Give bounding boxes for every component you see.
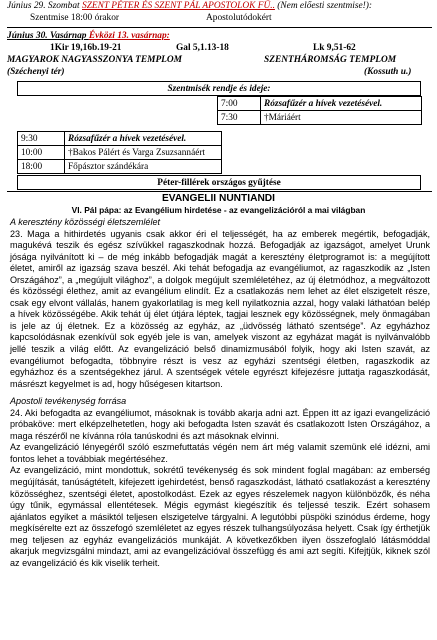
schedule-time: 10:00 xyxy=(18,146,65,160)
schedule-row xyxy=(18,146,222,160)
reading-2: Gal 5,1.13-18 xyxy=(176,43,229,53)
schedule-time: 7:00 xyxy=(218,97,261,111)
right-church-schedule xyxy=(217,96,422,125)
collection-table xyxy=(17,175,421,190)
sunday-date: Június 30. Vasárnap xyxy=(7,31,89,41)
reading-3: Lk 9,51-62 xyxy=(313,43,356,53)
schedule-time: 18:00 xyxy=(18,160,65,174)
saturday-date: Június 29. Szombat xyxy=(7,1,82,11)
church-right-location: (Kossuth u.) xyxy=(364,67,412,77)
schedule-desc: †Bakos Pálért és Varga Zsuzsannáért xyxy=(65,146,222,160)
paragraph: 24. Aki befogadta az evangéliumot, másoknak is tovább akarja adni azt. Éppen itt az igazi evangelizáció próbaköve: mert elképzelhetetlen, hogy aki befogadta Isten szavát és csatlakozott Isten Országához, a maga részéről ne kívánna róla tanúskodni és azt másoknak elvinni. xyxy=(10,407,430,441)
collection-note: Péter-fillérek országos gyűjtése xyxy=(18,176,421,190)
divider xyxy=(7,27,432,28)
paragraph: Az evangelizáció, mint mondottuk, sokrétű tevékenység és sok mindent foglal magában: az emberség megújítását, tanúságtételt, kifejezett igehirdetést, benső ragaszkodást, látható csatlakozást a keresztény közösséghez, szentségi életet, apostolkodást. Ezek az egyes részelemek nagyon különbözők, és néha úgy tűnik, egymással ellentétesek. Mégis egymást kiegészítik és teljessé teszik. Ezért sohasem ajánlatos egyiket a másiktól teljesen elszigetelve tárgyalni. A legutóbbi püspöki szinódus érdeme, hogy megkísérelte ezt az összefogó szemléletet az egyes részek tulhangsúlyozása helyett. Csak így érthetjük meg teljesen az egyház evangelizációs munkáját. A következőkben ilyen összefoglaló látásmóddal akarjuk megvizsgálni mindazt, ami az evangelizációval összefügg és ami azt segíti. Kifejtjük, kiknek szól az evangelizáció és kik viselik terheit. xyxy=(10,465,430,568)
paragraph: Az evangelizáció lényegéről szóló eszmefuttatás végén nem árt még valamit szemünk elé idézni, ami fontos lehet a továbbiak megértéséhez. xyxy=(10,442,430,464)
schedule-time: 9:30 xyxy=(18,132,65,146)
schedule-row xyxy=(18,160,222,174)
section-heading: Apostoli tevékenység forrása xyxy=(10,396,127,407)
saturday-mass-intention: Apostolutódokért xyxy=(206,13,272,23)
feast-title[interactable]: SZENT PÉTER ÉS SZENT PÁL APOSTOLOK FŰ.. xyxy=(82,1,275,11)
article-title: EVANGELII NUNTIANDI xyxy=(161,193,275,204)
article-body xyxy=(10,217,430,569)
schedule-desc: †Máriáért xyxy=(261,111,422,125)
schedule-desc: Rózsafűzér a hívek vezetésével. xyxy=(261,97,422,111)
schedule-desc: Rózsafűzér a hívek vezetésével. xyxy=(65,132,222,146)
feast-note: (Nem előesti szentmise!): xyxy=(274,1,373,11)
section-heading: A keresztény közösségi életszemlélet xyxy=(10,217,161,227)
schedule-heading: Szentmisék rendje és ideje: xyxy=(18,82,421,96)
divider xyxy=(7,191,432,192)
schedule-row xyxy=(18,132,222,146)
church-left-location: (Széchenyi tér) xyxy=(7,67,65,77)
article-subtitle: VI. Pál pápa: az Evangélium hirdetése - az evangelizációról a mai világban xyxy=(71,205,366,215)
schedule-row xyxy=(218,111,422,125)
church-right-name: SZENTHÁROMSÁG TEMPLOM xyxy=(264,55,397,65)
sunday-week: Évközi 13. vasárnap: xyxy=(88,31,170,41)
paragraph: 23. Maga a hithirdetés ugyanis csak akkor éri el teljességét, ha az emberek megértik, befogadják, magukévá teszik és egész szívükkel ragaszkodnak hozzá. Befogadják az igazságot, amelyet Urunk jósága nyilvánított ki – de még inkább befogadják magát a keresztény életprogramot is: a megújított életet, amiről az igazság szava beszél. Aki tehát befogadja az evangéliumot, az ragaszkodik az „Isten Országához”, a „megújult világhoz”, a dolgok megújult szemléletéhez, az új életmódhoz, a megváltozott és közösségi élethez, amit az evangélium elindít. Ez a csatlakozás nem lehet az élet elszigetelt része, csak egy elvont vállalás, hanem gyakorlatilag is meg kell nyilatkoznia azzal, hogy valaki láthatóan belép a hívek közösségébe. Akik tehát új élet útjára léptek, tagjai lesznek egy közösségnek, mely önmagában is jele az új életnek. Ez a közösség az egyház, az „üdvösség látható szentsége”. Az egyházhoz kapcsolódásnak ezenkívül sok egyéb jele is van, amelyek viszont az egyházat magát is nyilvánvalóbb jellé teszik a világ előtt. Az evangelizáció belső dinamizmusából folyik, hogy aki Isten szavát, az evangéliumot befogadta, többnyire részt is vesz az egyházi szentségi életben, ragaszkodik az egyházhoz és a szentségekhez járul. A szentségek vétele egyrészt kifejezésre juttatja ragaszkodását, másrészt kegyelmet is ad, hogy hűségesen kitartson. xyxy=(10,228,430,389)
saturday-feast-line xyxy=(7,1,372,11)
schedule-desc: Főpásztor szándékára xyxy=(65,160,222,174)
sunday-heading xyxy=(7,31,170,41)
schedule-heading-table xyxy=(17,81,421,96)
reading-1: 1Kir 19,16b.19-21 xyxy=(50,43,122,53)
church-left-name: MAGYAROK NAGYASSZONYA TEMPLOM xyxy=(7,55,183,65)
saturday-mass-time: Szentmise 18:00 órakor xyxy=(30,13,120,23)
left-church-schedule xyxy=(17,131,222,174)
schedule-time: 7:30 xyxy=(218,111,261,125)
schedule-row xyxy=(218,97,422,111)
